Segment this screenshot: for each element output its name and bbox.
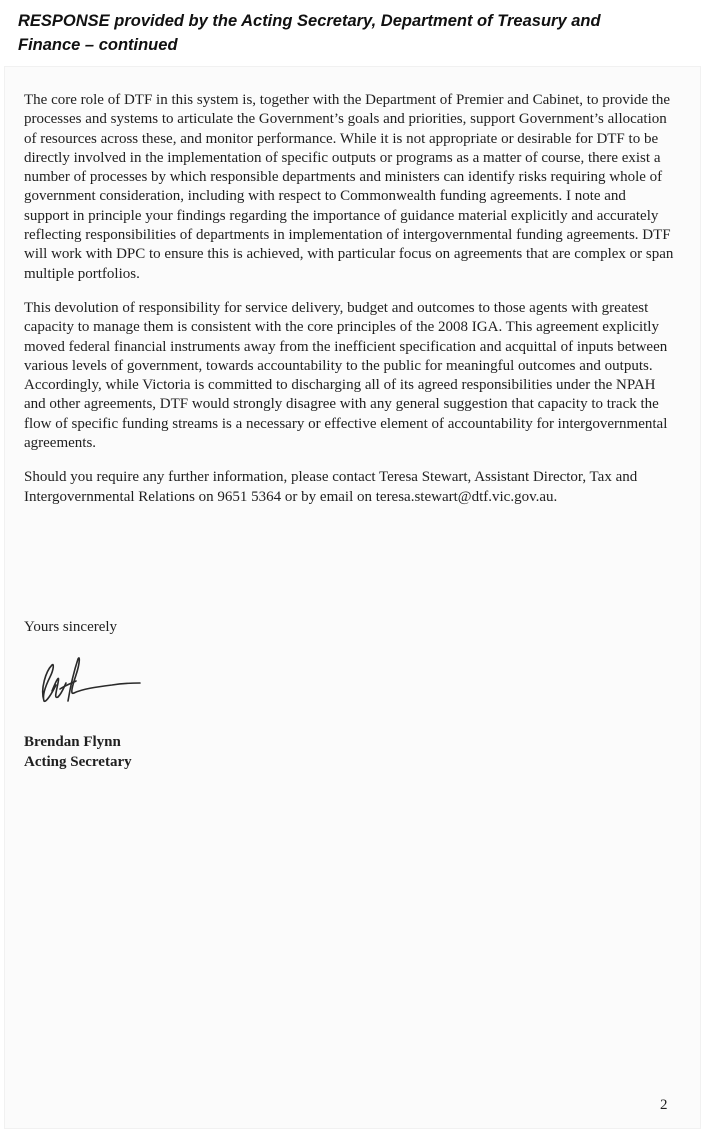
heading-line-2: Finance – continued	[18, 36, 178, 54]
letter-body	[24, 91, 674, 522]
closing-salutation: Yours sincerely	[24, 619, 118, 635]
paragraph-devolution: This devolution of responsibility for service delivery, budget and outcomes to those agents with greatest capacity to manage them is consistent with the core principles of the 2008 IGA. This agreement explicitly moved federal financial instruments away from the inefficient specification and acquittal of inputs between various levels of government, towards accountability to the public for meaningful outcomes and outputs. Accordingly, while Victoria is committed to discharging all of its agreed responsibilities under the NPAH and other agreements, DTF would strongly disagree with any general suggestion that capacity to track the flow of specific funding streams is a necessary or effective element of accountability for intergovernmental agreements.	[24, 299, 668, 452]
signatory-name: Brendan Flynn	[24, 734, 121, 750]
page-number: 2	[660, 1097, 668, 1113]
scanned-letter	[4, 66, 701, 1129]
paragraph-contact: Should you require any further information, please contact Teresa Stewart, Assistant Director, Tax and Intergovernmental Relations on 9651 5364 or by email on teresa.stewart@dtf.vic.gov.au.	[24, 469, 638, 505]
heading-line-1: RESPONSE provided by the Acting Secretary, Department of Treasury and	[18, 12, 601, 30]
signatory-block	[24, 733, 132, 772]
signatory-title: Acting Secretary	[24, 753, 132, 770]
page-heading	[18, 9, 678, 57]
signature-image	[30, 651, 150, 711]
paragraph-core-role: The core role of DTF in this system is, together with the Department of Premier and Cabinet, to provide the processes and systems to articulate the Government’s goals and priorities, support Government’s allocation of resources across these, and monitor performance. While it is not appropriate or desirable for DTF to be directly involved in the implementation of specific outputs or programs as a matter of course, there exist a number of processes by which responsible departments and ministers can identify risks requiring whole of government consideration, including with respect to Commonwealth funding agreements. I note and support in principle your findings regarding the importance of guidance material explicitly and accurately reflecting responsibilities of departments in implementation of intergovernmental funding agreements. DTF will work with DPC to ensure this is achieved, with particular focus on agreements that are complex or span multiple portfolios.	[24, 92, 674, 282]
